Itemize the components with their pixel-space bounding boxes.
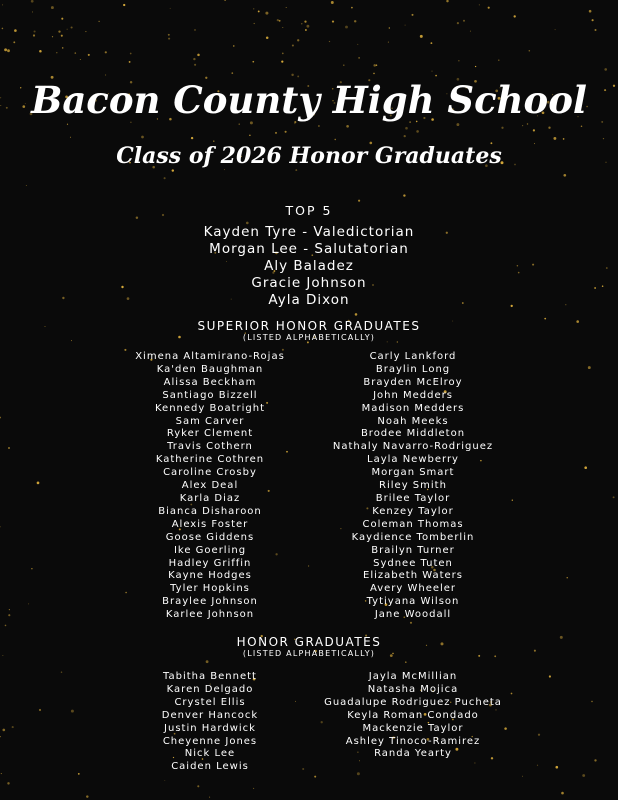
superior-list-left (110, 351, 310, 622)
top5-name: Kayden Tyre - Valedictorian (203, 224, 415, 240)
graduate-name: Keyla Roman Condado (347, 709, 479, 721)
graduate-name: Caiden Lewis (171, 761, 249, 773)
graduate-name: Brilee Taylor (375, 492, 451, 504)
graduate-name: Brodee Middleton (360, 428, 466, 440)
graduate-name: Tabitha Bennett (163, 671, 257, 682)
graduate-name: Braylin Long (375, 363, 451, 375)
graduate-name: Kenzey Taylor (372, 505, 454, 517)
honor-list-left (110, 671, 310, 774)
graduate-name: Guadalupe Rodriguez Pucheta (324, 696, 502, 708)
graduate-name: Sydnee Tuten (373, 557, 453, 569)
superior-listing-note: (LISTED ALPHABETICALLY) (242, 333, 376, 342)
graduate-name: Alex Deal (181, 480, 239, 492)
graduate-name: Sam Carver (175, 415, 245, 427)
graduate-name: Mackenzie Taylor (362, 722, 464, 734)
graduate-name: Noah Meeks (377, 415, 449, 427)
graduate-name: Caroline Crosby (163, 467, 257, 479)
graduate-name: Braylee Johnson (162, 596, 258, 608)
graduate-name: Alexis Foster (171, 518, 249, 530)
graduate-name: Ashley Tinoco-Ramirez (345, 735, 481, 747)
graduate-name: Tyler Hopkins (170, 583, 250, 595)
honor-heading: HONOR GRADUATES (236, 635, 382, 649)
graduate-name: Kaydience Tomberlin (351, 531, 475, 543)
graduate-name: Nick Lee (184, 748, 236, 760)
graduate-name: John Medders (373, 389, 453, 401)
graduate-name: Layla Newberry (367, 454, 459, 466)
graduate-name: Karen Delgado (166, 683, 254, 695)
graduate-name: Kayne Hodges (168, 570, 252, 582)
graduate-name: Madison Medders (361, 402, 465, 414)
graduate-name: Tytiyana Wilson (366, 596, 460, 608)
graduate-name: Hadley Griffin (168, 557, 252, 569)
superior-heading: SUPERIOR HONOR GRADUATES (197, 319, 421, 333)
graduate-name: Elizabeth Waters (363, 570, 463, 582)
graduate-name: Travis Cothern (167, 441, 253, 453)
graduate-name: Alissa Beckham (163, 376, 257, 388)
graduate-name: Karla Diaz (179, 492, 241, 504)
graduate-name: Ka'den Baughman (156, 363, 264, 375)
graduate-name: Nathaly Navarro-Rodriguez (332, 441, 494, 453)
graduate-name: Morgan Smart (371, 467, 455, 479)
graduate-name: Jane Woodall (374, 609, 452, 621)
graduate-name: Jayla McMillian (368, 671, 458, 682)
graduate-name: Coleman Thomas (362, 518, 464, 530)
graduate-name: Justin Hardwick (164, 722, 256, 734)
graduate-name: Brailyn Turner (371, 544, 455, 556)
graduate-name: Randa Yearty (374, 748, 452, 760)
top5-name: Ayla Dixon (268, 292, 350, 308)
graduate-name: Cheyenne Jones (162, 735, 258, 747)
graduate-name: Ryker Clement (166, 428, 254, 440)
class-subtitle: Class of 2026 Honor Graduates (116, 143, 502, 169)
honor-listing-note: (LISTED ALPHABETICALLY) (242, 649, 376, 658)
graduate-name: Goose Giddens (165, 531, 255, 543)
superior-list-right (313, 351, 513, 622)
graduate-name: Denver Hancock (161, 709, 259, 721)
graduate-name: Katherine Cothren (155, 454, 265, 466)
graduate-name: Natasha Mojica (367, 683, 459, 695)
graduate-name: Ike Goerling (173, 544, 247, 556)
graduate-name: Avery Wheeler (369, 583, 457, 595)
top5-heading: TOP 5 (285, 203, 333, 218)
graduate-name: Carly Lankford (369, 351, 457, 362)
graduate-name: Karlee Johnson (165, 609, 255, 621)
graduate-name: Crystel Ellis (174, 696, 246, 708)
graduate-name: Brayden McElroy (363, 376, 463, 388)
top5-name: Aly Baladez (264, 258, 354, 274)
graduate-name: Riley Smith (379, 480, 447, 492)
graduate-name: Bianca Disharoon (158, 505, 262, 517)
graduate-name: Santiago Bizzell (162, 389, 258, 401)
honor-list-right (313, 671, 513, 761)
graduate-name: Ximena Altamirano-Rojas (135, 351, 285, 362)
graduate-name: Kennedy Boatright (154, 402, 265, 414)
school-title: Bacon County High School (31, 78, 587, 122)
top5-name: Gracie Johnson (251, 275, 367, 291)
top5-list (0, 224, 618, 309)
top5-name: Morgan Lee - Salutatorian (209, 241, 409, 257)
